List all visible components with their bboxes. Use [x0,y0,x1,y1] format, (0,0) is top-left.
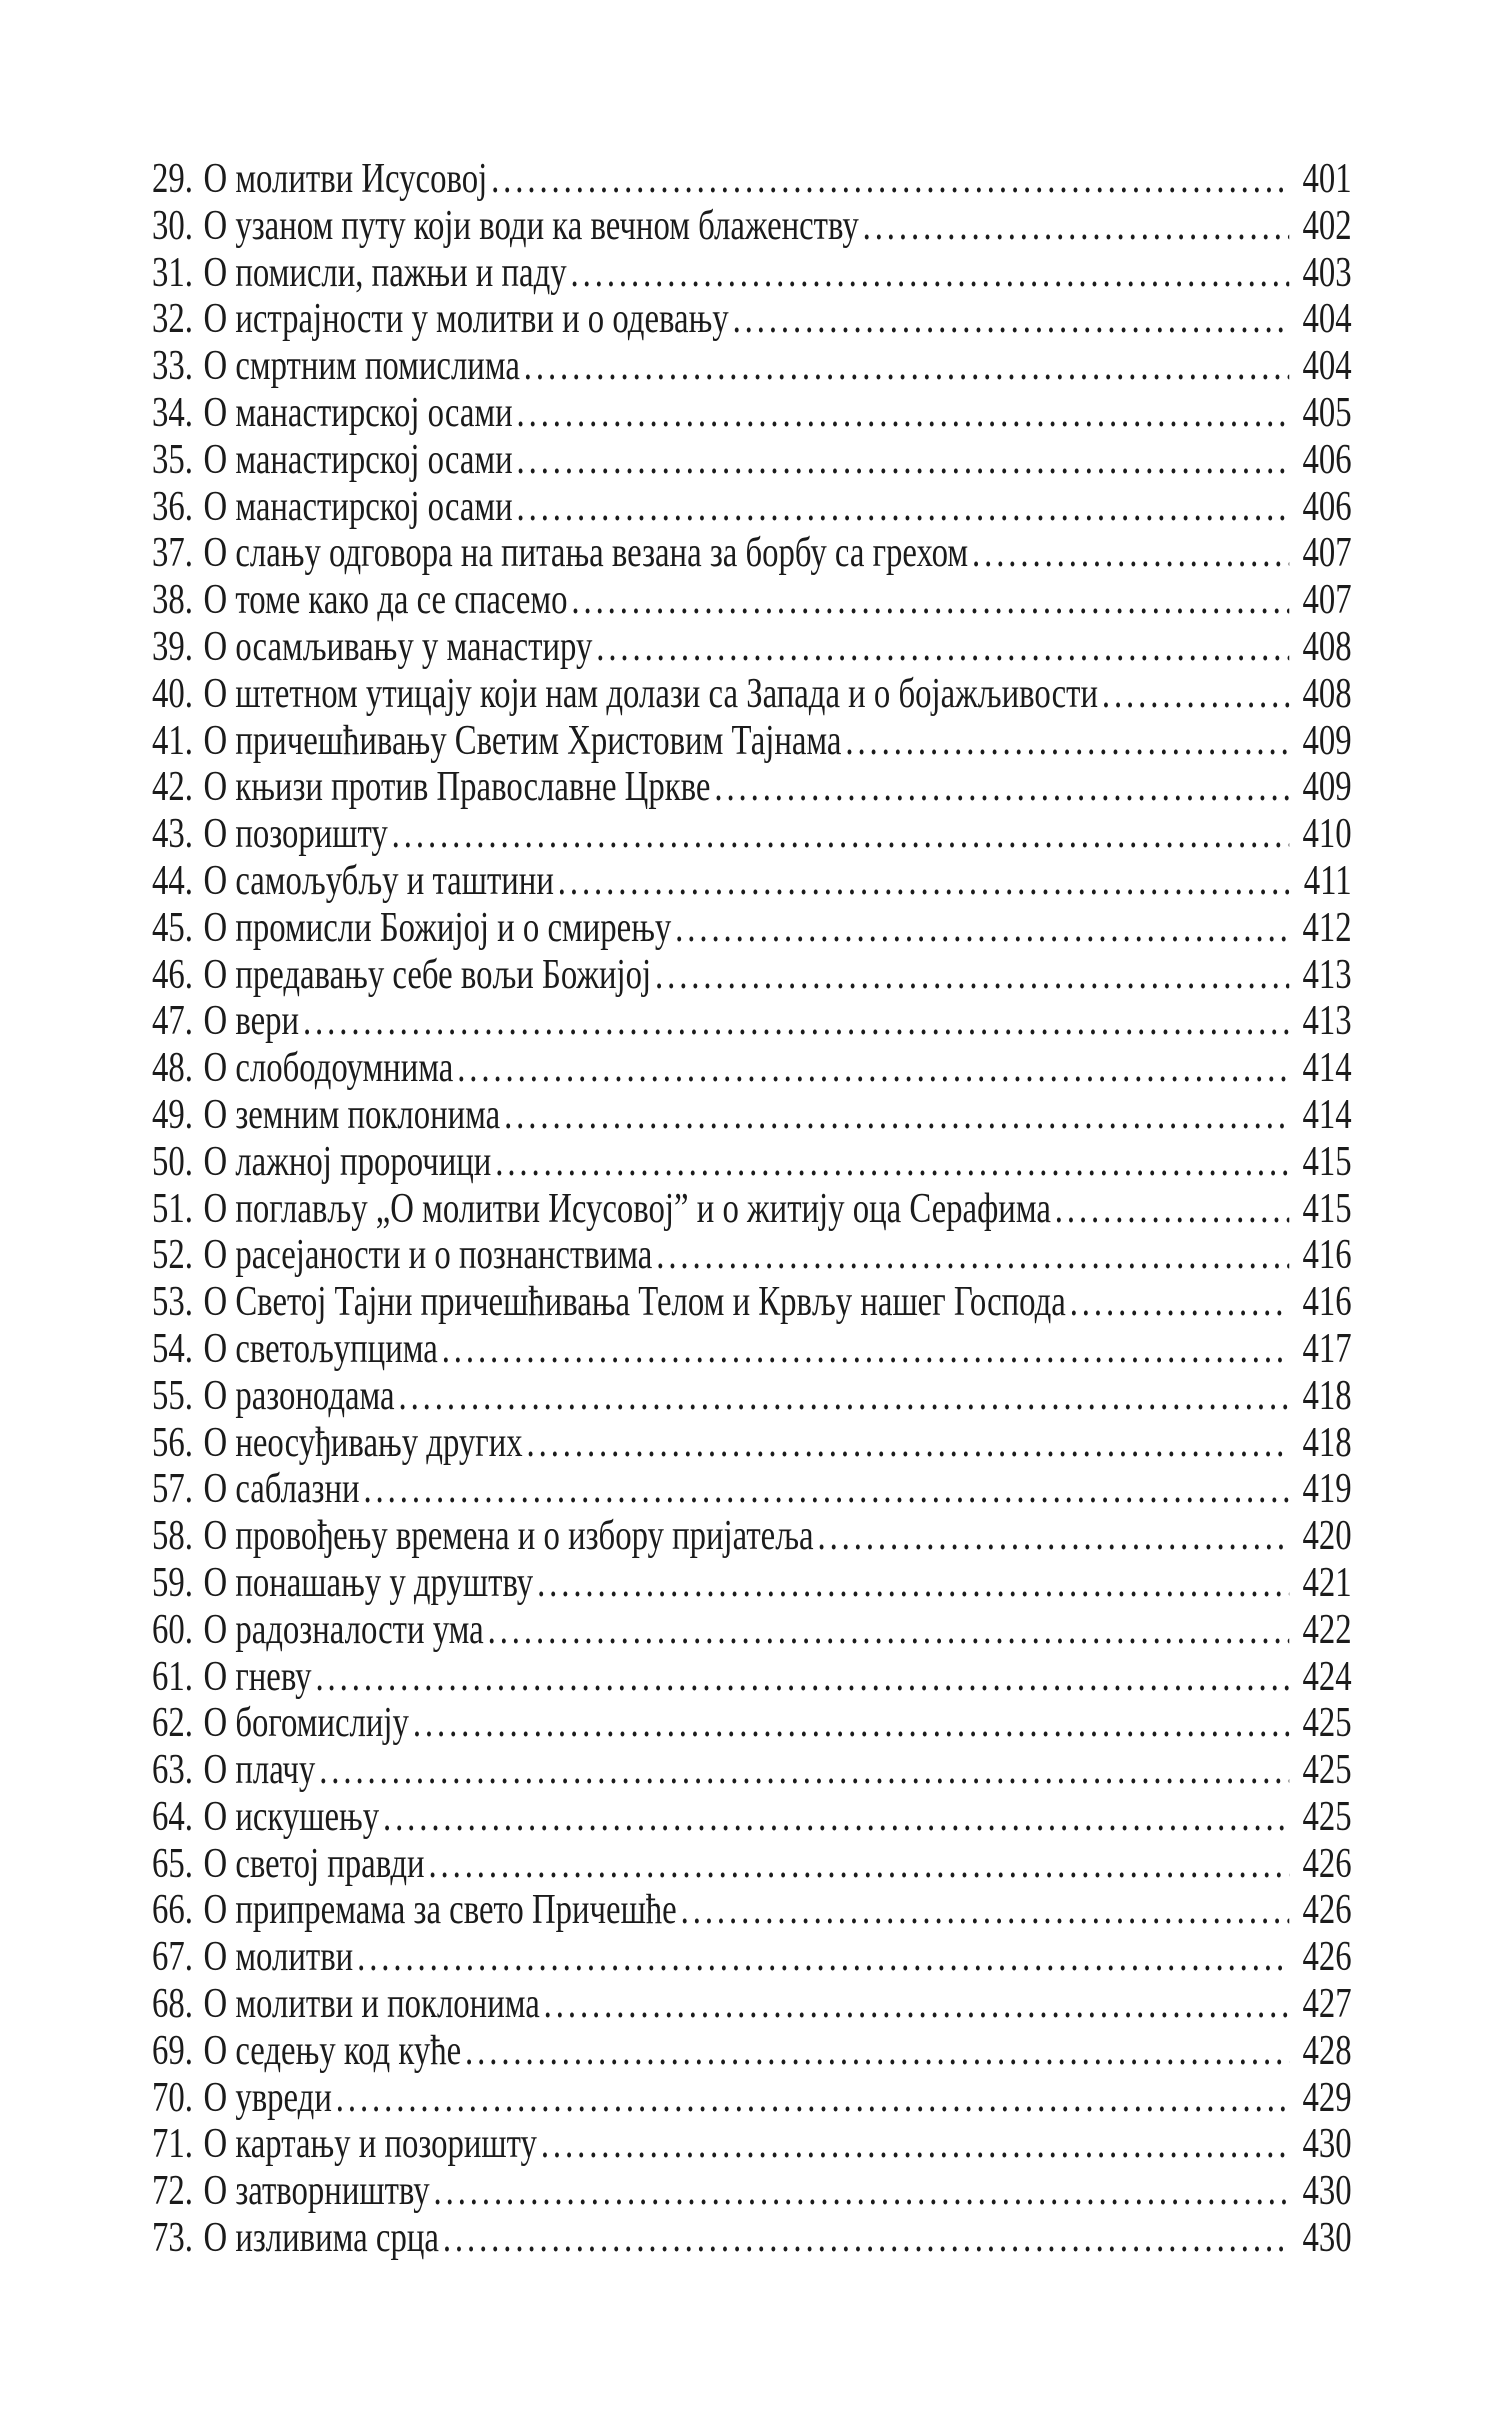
toc-entry-row [152,203,1352,250]
entry-title: О светољупцима [203,1325,438,1372]
entry-number: 73. [152,2215,193,2262]
entry-title: О штетном утицају који нам долази са Запада и о бојажљивости [203,670,1098,717]
entry-title: О манастирској осами [203,483,513,530]
entry-number: 54. [152,1325,193,1372]
entry-page-number: 411 [1303,857,1352,904]
entry-number: 50. [152,1138,193,1185]
entry-number: 47. [152,998,193,1045]
entry-number: 71. [152,2121,193,2168]
toc-entry-row [152,1794,1352,1841]
entry-page-number: 402 [1302,202,1352,249]
dot-leader [465,2028,1289,2075]
dot-leader [558,858,1289,905]
entry-number: 31. [152,249,193,296]
entry-title: О понашању у друштву [203,1559,534,1606]
dot-leader [845,718,1289,765]
entry-title: О књизи против Православне Цркве [203,764,711,811]
toc-entry-row [152,1279,1352,1326]
toc-entry-row [152,1747,1352,1794]
dot-leader [675,905,1289,952]
entry-title: О увреди [203,2074,332,2121]
toc-entry-row [152,624,1352,671]
entry-title: О земним поклонима [203,1091,501,1138]
entry-number: 35. [152,436,193,483]
toc-entry-row [152,998,1352,1045]
entry-title: О помисли, пажњи и паду [203,249,567,296]
entry-title: О манастирској осами [203,436,513,483]
entry-title: О молитви Исусовој [203,156,488,202]
toc-entry-row [152,390,1352,437]
toc-entry-row [152,1887,1352,1934]
entry-page-number: 408 [1302,623,1352,670]
toc-entry-row [152,2075,1352,2122]
toc-entry-row [152,1700,1352,1747]
toc-entry-row [152,764,1352,811]
entry-title: О узаном путу који води ка вечном блаженству [203,202,859,249]
toc-entry-row [152,671,1352,718]
dot-leader [571,250,1290,297]
dot-leader [434,2168,1290,2215]
entry-page-number: 428 [1302,2027,1352,2074]
entry-page-number: 427 [1302,1981,1352,2028]
entry-number: 52. [152,1232,193,1279]
toc-entry-row [152,1232,1352,1279]
dot-leader [656,1232,1289,1279]
entry-page-number: 407 [1302,530,1352,577]
entry-title: О затворништву [203,2168,430,2215]
entry-title: О припремама за свето Причешће [203,1887,677,1934]
dot-leader [714,764,1289,811]
entry-number: 43. [152,811,193,858]
toc-entry-row [152,1560,1352,1607]
entry-page-number: 418 [1302,1419,1352,1466]
dot-leader [655,952,1289,999]
dot-leader [571,577,1289,624]
entry-page-number: 414 [1302,1091,1352,1138]
dot-leader [303,998,1289,1045]
dot-leader [517,484,1290,531]
entry-page-number: 405 [1302,389,1352,436]
entry-page-number: 430 [1302,2121,1352,2168]
entry-number: 30. [152,202,193,249]
entry-page-number: 413 [1302,998,1352,1045]
toc-entry-row [152,2215,1352,2262]
dot-leader [681,1887,1290,1934]
entry-number: 46. [152,951,193,998]
table-of-contents [152,156,1352,2262]
entry-page-number: 410 [1302,811,1352,858]
entry-page-number: 425 [1302,1700,1352,1747]
toc-entry-row [152,1466,1352,1513]
toc-entry-row [152,1607,1352,1654]
toc-entry-row [152,1513,1352,1560]
entry-title: О истрајности у молитви и о одевању [203,296,729,343]
dot-leader [491,156,1289,203]
entry-page-number: 426 [1302,1840,1352,1887]
toc-entry-row [152,2168,1352,2215]
dot-leader [428,1841,1289,1888]
dot-leader [457,1045,1289,1092]
entry-number: 33. [152,343,193,390]
entry-page-number: 414 [1302,1045,1352,1092]
entry-number: 42. [152,764,193,811]
entry-number: 62. [152,1700,193,1747]
toc-entry-row [152,1139,1352,1186]
entry-page-number: 421 [1302,1559,1352,1606]
entry-title: О слободоумнима [203,1045,454,1092]
entry-page-number: 404 [1302,296,1352,343]
entry-title: О искушењу [203,1793,380,1840]
entry-title: О осамљивању у манастиру [203,623,593,670]
entry-page-number: 430 [1302,2168,1352,2215]
entry-title: О томе како да се спасемо [203,577,568,624]
dot-leader [443,2215,1289,2262]
dot-leader [517,390,1290,437]
entry-number: 55. [152,1372,193,1419]
entry-page-number: 429 [1302,2074,1352,2121]
entry-number: 56. [152,1419,193,1466]
entry-title: О слању одговора на питања везана за борбу са грехом [203,530,969,577]
entry-title: О предавању себе вољи Божијој [203,951,652,998]
entry-title: О разонодама [203,1372,395,1419]
entry-title: О неосуђивању других [203,1419,523,1466]
entry-title: О манастирској осами [203,389,513,436]
entry-number: 36. [152,483,193,530]
dot-leader [504,1092,1289,1139]
dot-leader [817,1513,1289,1560]
entry-title: О плачу [203,1747,316,1794]
dot-leader [596,624,1289,671]
entry-number: 48. [152,1045,193,1092]
entry-title: О молитви [203,1934,354,1981]
entry-number: 72. [152,2168,193,2215]
toc-entry-row [152,858,1352,905]
toc-entry-row [152,1654,1352,1701]
toc-entry-row [152,2121,1352,2168]
entry-number: 70. [152,2074,193,2121]
dot-leader [544,1981,1290,2028]
entry-number: 45. [152,904,193,951]
entry-number: 67. [152,1934,193,1981]
toc-entry-row [152,1981,1352,2028]
dot-leader [315,1654,1289,1701]
entry-number: 41. [152,717,193,764]
entry-page-number: 420 [1302,1513,1352,1560]
dot-leader [319,1747,1289,1794]
dot-leader [488,1607,1290,1654]
entry-page-number: 406 [1302,436,1352,483]
toc-entry-row [152,577,1352,624]
toc-entry-row [152,437,1352,484]
entry-number: 39. [152,623,193,670]
entry-title: О смртним помислима [203,343,520,390]
entry-page-number: 422 [1302,1606,1352,1653]
dot-leader [972,530,1289,577]
entry-page-number: 419 [1302,1466,1352,1513]
entry-number: 40. [152,670,193,717]
dot-leader [863,203,1290,250]
entry-title: О расејаности и о познанствима [203,1232,653,1279]
entry-number: 34. [152,389,193,436]
entry-number: 61. [152,1653,193,1700]
entry-number: 29. [152,156,193,202]
dot-leader [1070,1279,1290,1326]
entry-page-number: 406 [1302,483,1352,530]
entry-number: 69. [152,2027,193,2074]
entry-number: 37. [152,530,193,577]
entry-page-number: 425 [1302,1793,1352,1840]
toc-entry-row [152,156,1352,203]
entry-title: О светој правди [203,1840,425,1887]
entry-number: 65. [152,1840,193,1887]
entry-number: 51. [152,1185,193,1232]
entry-page-number: 416 [1302,1232,1352,1279]
dot-leader [383,1794,1289,1841]
toc-entry-row [152,2028,1352,2075]
entry-number: 32. [152,296,193,343]
dot-leader [357,1934,1289,1981]
entry-title: О богомислију [203,1700,409,1747]
toc-entry-row [152,250,1352,297]
toc-entry-row [152,1326,1352,1373]
dot-leader [336,2075,1289,2122]
toc-entry-row [152,343,1352,390]
entry-title: О радозналости ума [203,1606,484,1653]
toc-entry-row [152,1092,1352,1139]
dot-leader [537,1560,1289,1607]
entry-number: 57. [152,1466,193,1513]
toc-entry-row [152,952,1352,999]
entry-title: О поглављу „О молитви Исусовој” и о житију оца Серафима [203,1185,1051,1232]
dot-leader [733,296,1290,343]
entry-page-number: 408 [1302,670,1352,717]
toc-entry-row [152,811,1352,858]
entry-page-number: 409 [1302,764,1352,811]
entry-title: О картању и позоришту [203,2121,537,2168]
dot-leader [1102,671,1289,718]
toc-entry-row [152,484,1352,531]
entry-page-number: 426 [1302,1887,1352,1934]
toc-entry-row [152,296,1352,343]
entry-page-number: 401 [1302,156,1352,202]
dot-leader [413,1700,1289,1747]
entry-number: 60. [152,1606,193,1653]
entry-page-number: 415 [1302,1185,1352,1232]
entry-title: О вери [203,998,300,1045]
entry-number: 38. [152,577,193,624]
entry-title: О промисли Божијој и о смирењу [203,904,672,951]
entry-number: 59. [152,1559,193,1606]
toc-entry-row [152,718,1352,765]
toc-entry-row [152,1420,1352,1467]
toc-entry-row [152,1373,1352,1420]
entry-number: 64. [152,1793,193,1840]
toc-entry-row [152,1934,1352,1981]
entry-page-number: 407 [1302,577,1352,624]
toc-entry-row [152,905,1352,952]
entry-title: О молитви и поклонима [203,1981,540,2028]
entry-page-number: 430 [1302,2215,1352,2262]
entry-number: 58. [152,1513,193,1560]
entry-title: О лажној пророчици [203,1138,492,1185]
entry-title: О саблазни [203,1466,360,1513]
dot-leader [495,1139,1289,1186]
entry-page-number: 415 [1302,1138,1352,1185]
entry-number: 44. [152,857,193,904]
entry-page-number: 404 [1302,343,1352,390]
entry-title: О гневу [203,1653,312,1700]
entry-title: О Светој Тајни причешћивања Телом и Крвљу нашег Господа [203,1279,1066,1326]
entry-title: О причешћивању Светим Христовим Тајнама [203,717,842,764]
dot-leader [1055,1186,1289,1233]
dot-leader [527,1420,1290,1467]
entry-title: О изливима срца [203,2215,439,2262]
entry-page-number: 424 [1302,1653,1352,1700]
entry-title: О седењу код куће [203,2027,462,2074]
entry-page-number: 418 [1302,1372,1352,1419]
entry-title: О провођењу времена и о избору пријатеља [203,1513,814,1560]
entry-number: 53. [152,1279,193,1326]
entry-page-number: 412 [1302,904,1352,951]
dot-leader [517,437,1290,484]
dot-leader [363,1466,1289,1513]
dot-leader [541,2121,1289,2168]
entry-page-number: 426 [1302,1934,1352,1981]
entry-number: 63. [152,1747,193,1794]
entry-number: 49. [152,1091,193,1138]
dot-leader [392,811,1290,858]
toc-entry-row [152,1186,1352,1233]
entry-page-number: 417 [1302,1325,1352,1372]
toc-entry-row [152,530,1352,577]
entry-page-number: 413 [1302,951,1352,998]
entry-number: 68. [152,1981,193,2028]
entry-title: О самољубљу и таштини [203,857,554,904]
dot-leader [442,1326,1290,1373]
toc-entry-row [152,1045,1352,1092]
dot-leader [524,343,1289,390]
entry-page-number: 409 [1302,717,1352,764]
entry-number: 66. [152,1887,193,1934]
entry-page-number: 425 [1302,1747,1352,1794]
entry-page-number: 403 [1302,249,1352,296]
dot-leader [399,1373,1290,1420]
entry-title: О позоришту [203,811,388,858]
toc-entry-row [152,1841,1352,1888]
entry-page-number: 416 [1302,1279,1352,1326]
